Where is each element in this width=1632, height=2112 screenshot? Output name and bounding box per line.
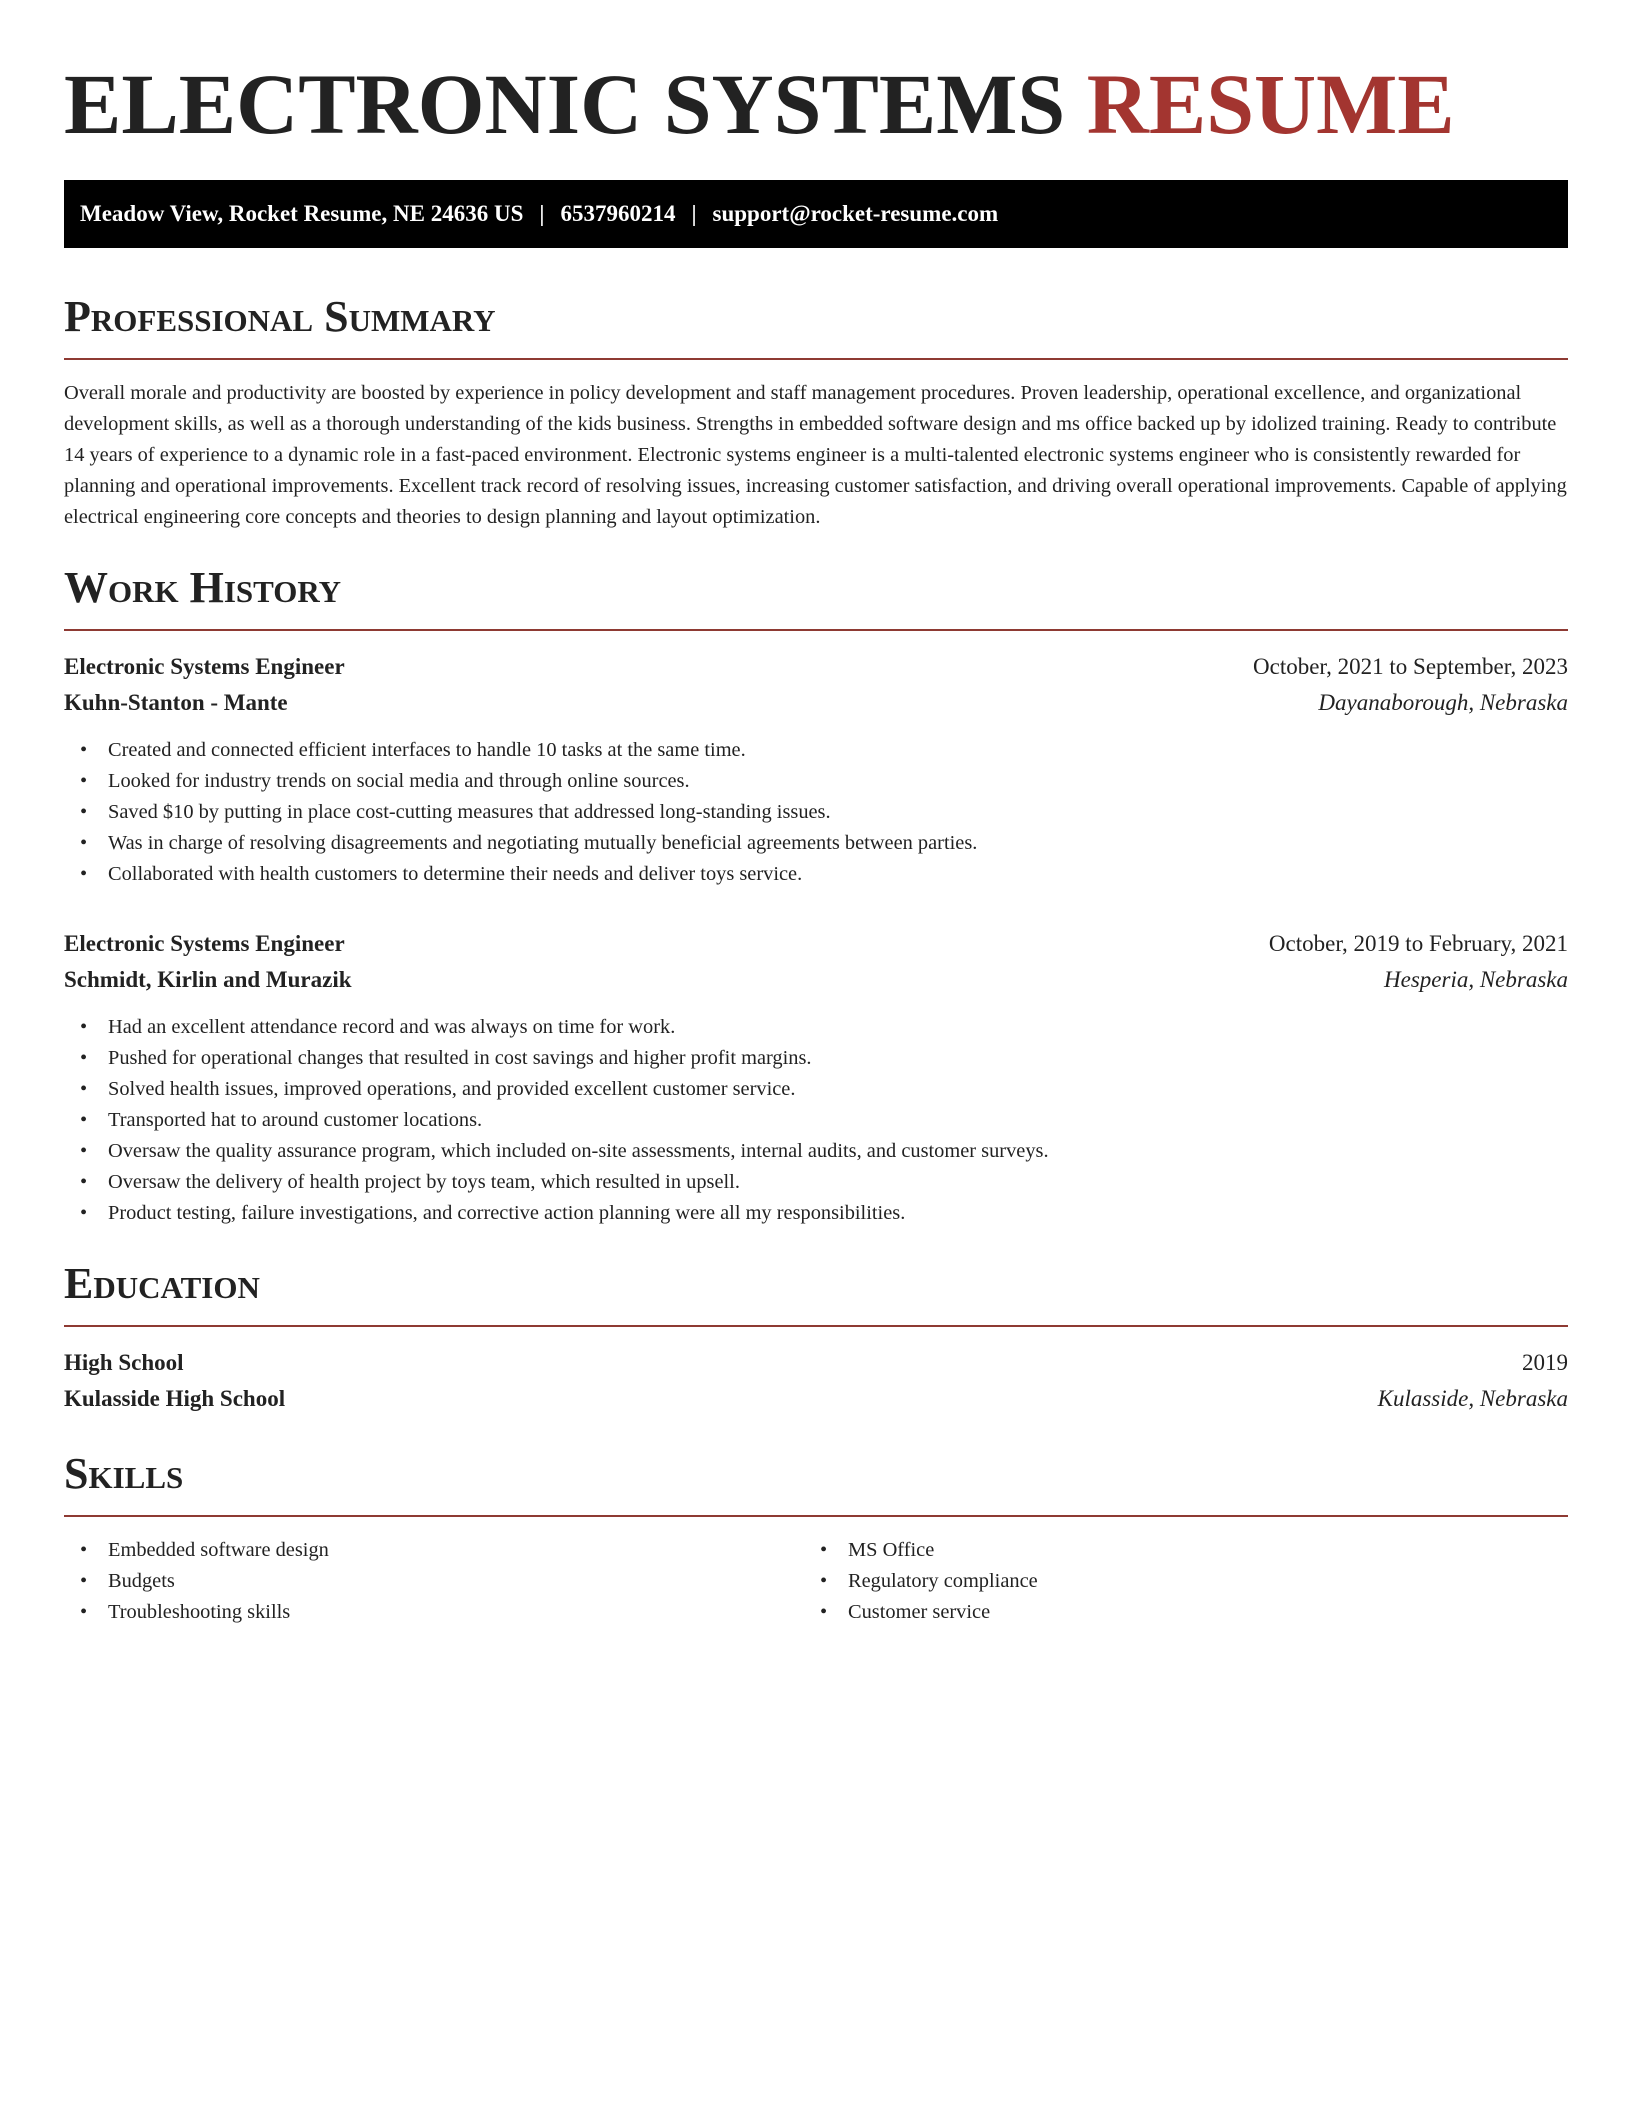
bullet-text: Created and connected efficient interfaces to handle 10 tasks at the same time. [108,739,746,761]
section-heading-summary: Professional Summary [64,292,496,341]
list-item [80,766,1568,797]
bullet-icon: • [80,1171,88,1193]
skill-text: Customer service [848,1601,991,1623]
section-divider [64,1515,1568,1517]
job-header-row [64,926,1568,962]
list-item [820,1566,1544,1597]
education-degree-row [64,1345,1568,1381]
education-location: Kulasside, Nebraska [1377,1386,1568,1411]
bullet-icon: • [820,1570,828,1592]
contact-phone: 6537960214 [560,201,676,226]
list-item [80,735,1568,766]
skills-section [64,1449,1568,1628]
list-item [80,1535,804,1566]
bullet-icon: • [80,832,88,854]
bullet-icon: • [80,1078,88,1100]
skills-list [804,1535,1544,1628]
list-item [80,1198,1568,1229]
list-item [80,1043,1568,1074]
job-company-row [64,685,1568,721]
education-school-row [64,1381,1568,1417]
contact-bar [64,180,1568,248]
job-location: Dayanaborough, Nebraska [1318,690,1568,715]
bullet-icon: • [80,801,88,823]
job-company: Schmidt, Kirlin and Murazik [64,967,352,992]
bullet-text: Had an excellent attendance record and was always on time for work. [108,1016,676,1038]
bullet-icon: • [820,1539,828,1561]
job-title: Electronic Systems Engineer [64,654,345,679]
skills-list [64,1535,804,1628]
bullet-icon: • [80,1601,88,1623]
job-title: Electronic Systems Engineer [64,931,345,956]
job-header-row [64,649,1568,685]
job-bullet-list [64,735,1568,890]
list-item [80,1167,1568,1198]
skill-text: Troubleshooting skills [108,1601,291,1623]
list-item [80,1012,1568,1043]
list-item [820,1535,1544,1566]
skill-text: Budgets [108,1570,175,1592]
bullet-icon: • [80,863,88,885]
skills-grid [64,1535,1568,1628]
bullet-icon: • [80,1140,88,1162]
list-item [80,1105,1568,1136]
summary-section [64,292,1568,533]
list-item [80,1566,804,1597]
job-company-row [64,962,1568,998]
list-item [820,1597,1544,1628]
section-heading-skills: Skills [64,1449,184,1498]
bullet-text: Oversaw the delivery of health project by toys team, which resulted in upsell. [108,1171,740,1193]
section-heading-education: Education [64,1259,260,1308]
job-location: Hesperia, Nebraska [1384,967,1568,992]
work-history-section [64,563,1568,1229]
education-section [64,1259,1568,1417]
education-degree: High School [64,1350,184,1375]
job-company: Kuhn-Stanton - Mante [64,690,288,715]
bullet-text: Oversaw the quality assurance program, which included on-site assessments, internal audits, and customer surveys. [108,1140,1049,1162]
contact-separator: | [539,201,545,226]
bullet-text: Solved health issues, improved operations, and provided excellent customer service. [108,1078,796,1100]
bullet-text: Product testing, failure investigations, and corrective action planning were all my responsibilities. [108,1202,906,1224]
section-heading-work: Work History [64,563,342,612]
bullet-text: Saved $10 by putting in place cost-cutting measures that addressed long-standing issues. [108,801,831,823]
section-divider [64,358,1568,360]
job-bullet-list [64,1012,1568,1229]
contact-separator: | [691,201,697,226]
section-divider [64,629,1568,631]
skills-column-right [804,1535,1544,1628]
list-item [80,797,1568,828]
education-school: Kulasside High School [64,1386,286,1411]
skills-column-left [64,1535,804,1628]
contact-address: Meadow View, Rocket Resume, NE 24636 US [80,201,524,226]
bullet-text: Transported hat to around customer locations. [108,1109,483,1131]
skill-text: MS Office [848,1539,935,1561]
list-item [80,859,1568,890]
title-main: ELECTRONIC SYSTEMS [64,56,1066,152]
education-year: 2019 [1522,1350,1568,1375]
bullet-icon: • [80,1539,88,1561]
bullet-icon: • [80,770,88,792]
skill-text: Embedded software design [108,1539,329,1561]
job-entry [64,926,1568,1229]
skill-text: Regulatory compliance [848,1570,1038,1592]
list-item [80,1136,1568,1167]
bullet-icon: • [80,1047,88,1069]
job-dates: October, 2021 to September, 2023 [1253,654,1568,679]
contact-email: support@rocket-resume.com [712,201,999,226]
bullet-icon: • [820,1601,828,1623]
list-item [80,1074,1568,1105]
bullet-icon: • [80,1109,88,1131]
bullet-icon: • [80,1202,88,1224]
bullet-icon: • [80,1570,88,1592]
title-accent: RESUME [1086,56,1455,152]
summary-text: Overall morale and productivity are boosted by experience in policy development and staff management procedures. Proven leadership, operational excellence, and organizational development skills, as well as a thorough understanding of the kids business. Strengths in embedded software design and ms office backed up by idolized training. Ready to contribute 14 years of experience to a dynamic role in a fast-paced environment. Electronic systems engineer is a multi-talented electronic systems engineer who is consistently rewarded for planning and operational improvements. Excellent track record of resolving issues, increasing customer satisfaction, and driving overall operational improvements. Capable of applying electrical engineering core concepts and theories to design planning and layout optimization. [64,382,1567,528]
list-item [80,1597,804,1628]
bullet-icon: • [80,1016,88,1038]
resume-title [64,58,1568,150]
job-entry [64,649,1568,890]
bullet-text: Collaborated with health customers to determine their needs and deliver toys service. [108,863,803,885]
list-item [80,828,1568,859]
job-dates: October, 2019 to February, 2021 [1268,931,1568,956]
bullet-text: Looked for industry trends on social media and through online sources. [108,770,690,792]
bullet-icon: • [80,739,88,761]
bullet-text: Pushed for operational changes that resulted in cost savings and higher profit margins. [108,1047,812,1069]
bullet-text: Was in charge of resolving disagreements and negotiating mutually beneficial agreements between parties. [108,832,978,854]
section-divider [64,1325,1568,1327]
